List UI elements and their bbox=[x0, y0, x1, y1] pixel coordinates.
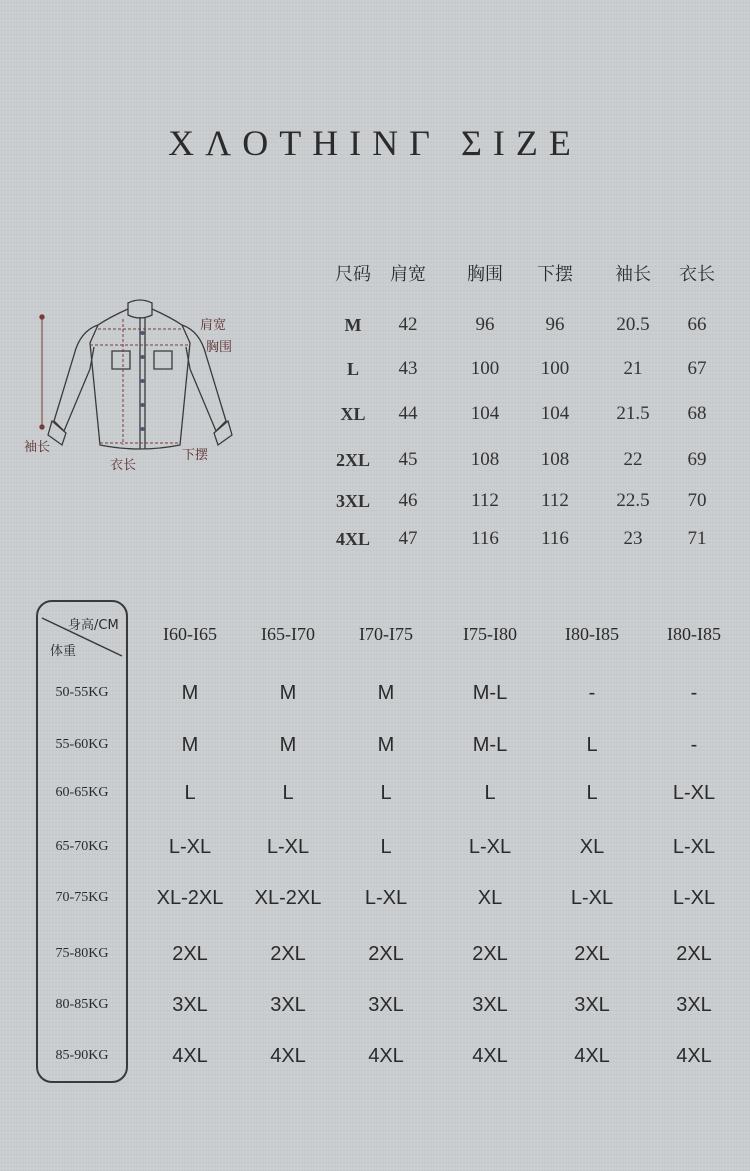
size-cell: 112 bbox=[541, 490, 569, 511]
size-cell: 20.5 bbox=[616, 314, 650, 335]
sleeve-label: 袖长 bbox=[24, 440, 51, 455]
size-cell: 108 bbox=[470, 449, 500, 470]
size-cell: 22.5 bbox=[616, 490, 650, 511]
size-cell: L bbox=[346, 359, 359, 379]
size-recommendation-cell: 3XL bbox=[172, 994, 208, 1016]
size-recommendation-cell: L-XL bbox=[672, 782, 716, 804]
weight-row-label: 70-75KG bbox=[55, 890, 109, 905]
hem-label: 下摆 bbox=[182, 448, 209, 463]
size-recommendation-cell: 4XL bbox=[270, 1045, 306, 1067]
size-recommendation-cell: 2XL bbox=[368, 943, 404, 965]
size-cell: 104 bbox=[540, 403, 570, 424]
size-cell: 112 bbox=[471, 490, 499, 511]
weight-row-label: 65-70KG bbox=[55, 839, 109, 854]
size-row bbox=[318, 399, 738, 429]
header-hem: 下摆 bbox=[537, 264, 573, 285]
height-col-header: I80-I85 bbox=[667, 624, 721, 644]
size-cell: 47 bbox=[398, 528, 418, 549]
size-cell: 116 bbox=[541, 528, 569, 549]
size-cell: 4XL bbox=[335, 529, 370, 549]
weight-row-label: 80-85KG bbox=[55, 997, 109, 1012]
size-cell: XL bbox=[340, 404, 366, 424]
size-cell: 22 bbox=[623, 449, 643, 470]
size-cell: 70 bbox=[687, 490, 707, 511]
height-col-header: I65-I70 bbox=[261, 624, 315, 644]
size-recommendation-cell: M-L bbox=[472, 734, 508, 756]
size-cell: 104 bbox=[470, 403, 500, 424]
size-recommendation-cell: XL bbox=[477, 887, 503, 909]
size-cell: 67 bbox=[687, 358, 707, 379]
size-recommendation-cell: M bbox=[279, 682, 297, 704]
size-cell: 69 bbox=[687, 449, 707, 470]
size-cell: 100 bbox=[470, 358, 500, 379]
size-recommendation-cell: L bbox=[184, 782, 196, 804]
weight-row-label: 55-60KG bbox=[55, 737, 109, 752]
weight-row-label: 85-90KG bbox=[55, 1048, 109, 1063]
size-cell: 46 bbox=[398, 490, 418, 511]
size-recommendation-cell: M bbox=[279, 734, 297, 756]
size-cell: 23 bbox=[623, 528, 643, 549]
weight-row-label: 60-65KG bbox=[55, 785, 109, 800]
corner-divider bbox=[36, 600, 128, 670]
size-row bbox=[318, 354, 738, 384]
size-recommendation-cell: 3XL bbox=[368, 994, 404, 1016]
size-recommendation-cell: M bbox=[377, 682, 395, 704]
height-col-header: I70-I75 bbox=[359, 624, 413, 644]
weight-row-label: 50-55KG bbox=[55, 685, 109, 700]
size-cell: M bbox=[344, 315, 362, 335]
size-recommendation-cell: 3XL bbox=[472, 994, 508, 1016]
chest-label: 胸围 bbox=[206, 340, 233, 355]
weight-axis-label: 体重 bbox=[50, 644, 77, 659]
size-recommendation-cell: L bbox=[380, 836, 392, 858]
size-row bbox=[318, 445, 738, 475]
page-title: XΛOTHINΓ ΣIZE bbox=[168, 123, 582, 163]
size-recommendation-cell: L-XL bbox=[672, 887, 716, 909]
size-recommendation-cell: 4XL bbox=[172, 1045, 208, 1067]
size-recommendation-cell: - bbox=[588, 682, 596, 704]
size-recommendation-cell: 2XL bbox=[172, 943, 208, 965]
size-recommendation-cell: 3XL bbox=[270, 994, 306, 1016]
header-length: 衣长 bbox=[679, 264, 715, 285]
size-cell: 96 bbox=[545, 314, 565, 335]
size-row bbox=[318, 310, 738, 340]
size-recommendation-cell: M bbox=[377, 734, 395, 756]
size-recommendation-cell: 4XL bbox=[368, 1045, 404, 1067]
size-recommendation-cell: XL-2XL bbox=[156, 887, 224, 909]
size-recommendation-cell: - bbox=[690, 734, 698, 756]
size-recommendation-cell: L-XL bbox=[364, 887, 408, 909]
weight-row-label: 75-80KG bbox=[55, 946, 109, 961]
size-recommendation-cell: L-XL bbox=[168, 836, 212, 858]
size-cell: 45 bbox=[398, 449, 418, 470]
size-recommendation-cell: - bbox=[690, 682, 698, 704]
size-recommendation-cell: 2XL bbox=[574, 943, 610, 965]
size-recommendation-cell: 4XL bbox=[472, 1045, 508, 1067]
size-row bbox=[318, 524, 738, 554]
size-cell: 21.5 bbox=[616, 403, 650, 424]
size-recommendation-cell: L-XL bbox=[672, 836, 716, 858]
size-recommendation-cell: M bbox=[181, 734, 199, 756]
height-col-header: I60-I65 bbox=[163, 624, 217, 644]
size-recommendation-cell: 3XL bbox=[676, 994, 712, 1016]
size-cell: 2XL bbox=[335, 450, 370, 470]
size-cell: 66 bbox=[687, 314, 707, 335]
header-chest: 胸围 bbox=[467, 264, 503, 285]
size-recommendation-cell: 4XL bbox=[574, 1045, 610, 1067]
size-cell: 108 bbox=[540, 449, 570, 470]
size-recommendation-cell: M bbox=[181, 682, 199, 704]
size-recommendation-cell: L bbox=[484, 782, 496, 804]
size-recommendation-cell: L-XL bbox=[468, 836, 512, 858]
size-cell: 116 bbox=[471, 528, 499, 549]
size-cell: 3XL bbox=[335, 491, 370, 511]
height-col-header: I75-I80 bbox=[463, 624, 517, 644]
size-chart-header bbox=[318, 260, 738, 290]
size-recommendation-cell: 2XL bbox=[270, 943, 306, 965]
size-row bbox=[318, 486, 738, 516]
size-cell: 21 bbox=[623, 358, 643, 379]
size-recommendation-cell: 2XL bbox=[472, 943, 508, 965]
header-sleeve: 袖长 bbox=[615, 264, 651, 285]
height-col-header: I80-I85 bbox=[565, 624, 619, 644]
size-cell: 44 bbox=[398, 403, 418, 424]
size-recommendation-cell: XL bbox=[579, 836, 605, 858]
size-cell: 68 bbox=[687, 403, 707, 424]
size-cell: 43 bbox=[398, 358, 418, 379]
size-recommendation-cell: M-L bbox=[472, 682, 508, 704]
header-size: 尺码 bbox=[335, 264, 371, 285]
size-cell: 96 bbox=[475, 314, 495, 335]
size-cell: 42 bbox=[398, 314, 418, 335]
size-recommendation-cell: 2XL bbox=[676, 943, 712, 965]
size-cell: 100 bbox=[540, 358, 570, 379]
size-recommendation-cell: L bbox=[586, 734, 598, 756]
size-recommendation-cell: 3XL bbox=[574, 994, 610, 1016]
size-recommendation-cell: L bbox=[282, 782, 294, 804]
size-recommendation-cell: L bbox=[380, 782, 392, 804]
header-shoulder: 肩宽 bbox=[390, 264, 426, 285]
size-recommendation-cell: L-XL bbox=[266, 836, 310, 858]
size-recommendation-cell: 4XL bbox=[676, 1045, 712, 1067]
size-recommendation-cell: XL-2XL bbox=[254, 887, 322, 909]
shoulder-label: 肩宽 bbox=[200, 318, 227, 333]
length-label: 衣长 bbox=[110, 458, 137, 473]
size-cell: 71 bbox=[687, 528, 707, 549]
size-recommendation-cell: L-XL bbox=[570, 887, 614, 909]
size-recommendation-cell: L bbox=[586, 782, 598, 804]
height-axis-label: 身高/CM bbox=[68, 618, 119, 633]
